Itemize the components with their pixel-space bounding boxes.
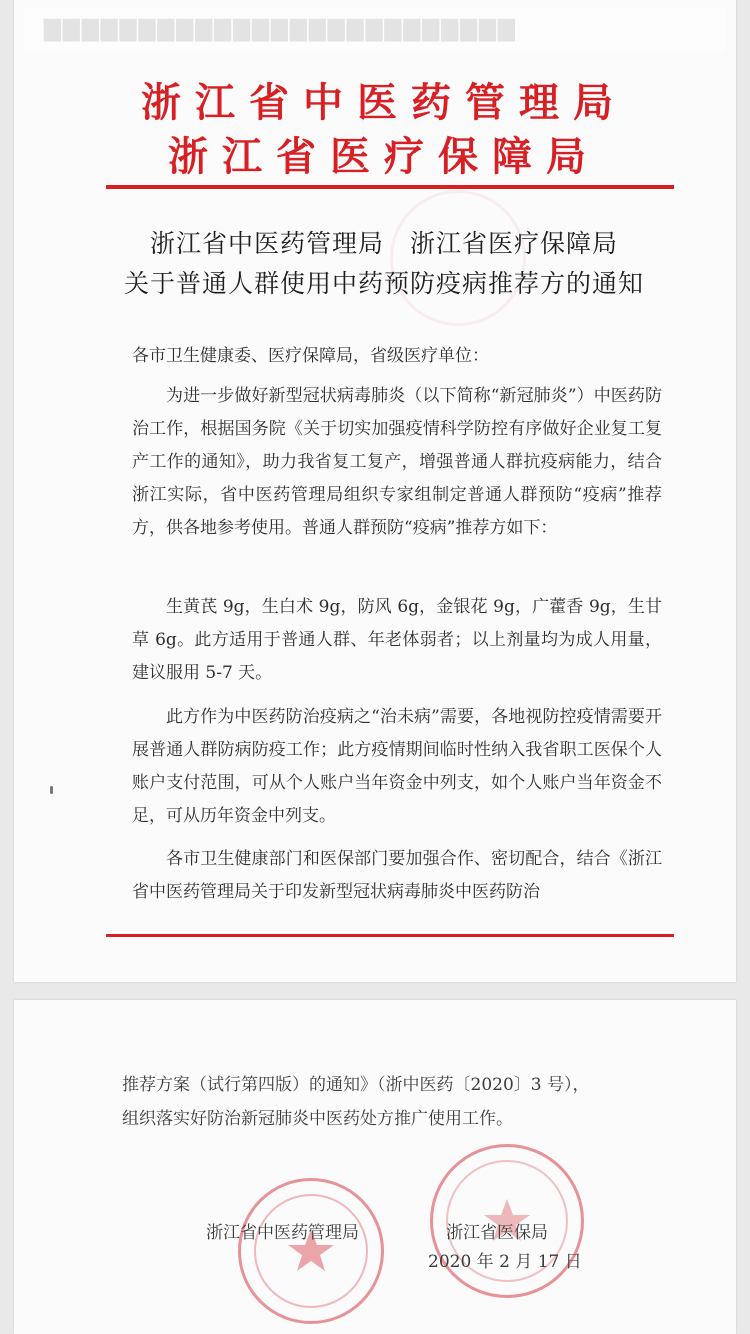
footer-rule [106, 934, 674, 937]
scan-mark [50, 786, 53, 794]
document-page-1 [14, 0, 736, 982]
body-paragraph-1: 为进一步做好新型冠状病毒肺炎（以下简称“新冠肺炎”）中医药防治工作，根据国务院《关于切实加强疫情科学防控有序做好企业复工复产工作的通知》，助力我省复工复产，增强普通人群抗疫病能力，结合浙江实际，省中医药管理局组织专家组制定普通人群预防“疫病”推荐方，供各地参考使用。普通人群预防“疫病”推荐方如下： [132, 386, 662, 538]
signature-date: 2020 年 2 月 17 日 [428, 1252, 582, 1272]
official-seal-icon [238, 1178, 384, 1324]
body-paragraph-4: 各市卫生健康部门和医保部门要加强合作、密切配合，结合《浙江省中医药管理局关于印发新型冠状病毒肺炎中医药防治 [132, 849, 662, 902]
signature-org-2: 浙江省医保局 [446, 1223, 548, 1243]
body-paragraph-2: 生黄芪 9g，生白术 9g，防风 6g，金银花 9g，广藿香 9g，生甘草 6g。此方适用于普通人群、年老体弱者；以上剂量均为成人用量，建议服用 5-7 天。 [132, 597, 662, 683]
doc-title-subject: 关于普通人群使用中药预防疫病推荐方的通知 [123, 269, 644, 298]
document-page-2 [14, 1000, 736, 1334]
continuation-line-2: 组织落实好防治新冠肺炎中医药处方推广使用工作。 [122, 1109, 513, 1129]
bleed-through-strip: ▇▇▇▇▇▇▇▇▇▇▇▇▇▇▇▇▇▇▇▇▇▇▇▇▇ [24, 8, 726, 52]
letterhead-line-2: 浙江省医疗保障局 [168, 133, 600, 180]
signature-org-1: 浙江省中医药管理局 [206, 1223, 359, 1243]
doc-title-issuers: 浙江省中医药管理局 浙江省医疗保障局 [149, 229, 618, 258]
salutation: 各市卫生健康委、医疗保障局，省级医疗单位： [132, 346, 489, 366]
continuation-line-1: 推荐方案（试行第四版）的通知》（浙中医药〔2020〕3 号）， [122, 1075, 590, 1095]
letterhead-rule [106, 185, 674, 189]
body-paragraph-3: 此方作为中医药防治疫病之“治未病”需要，各地视防控疫情需要开展普通人群防病防疫工作；此方疫情期间临时性纳入我省职工医保个人账户支付范围，可从个人账户当年资金中列支，如个人账户当年资金不足，可从历年资金中列支。 [132, 707, 662, 826]
letterhead-line-1: 浙江省中医药管理局 [141, 79, 627, 126]
